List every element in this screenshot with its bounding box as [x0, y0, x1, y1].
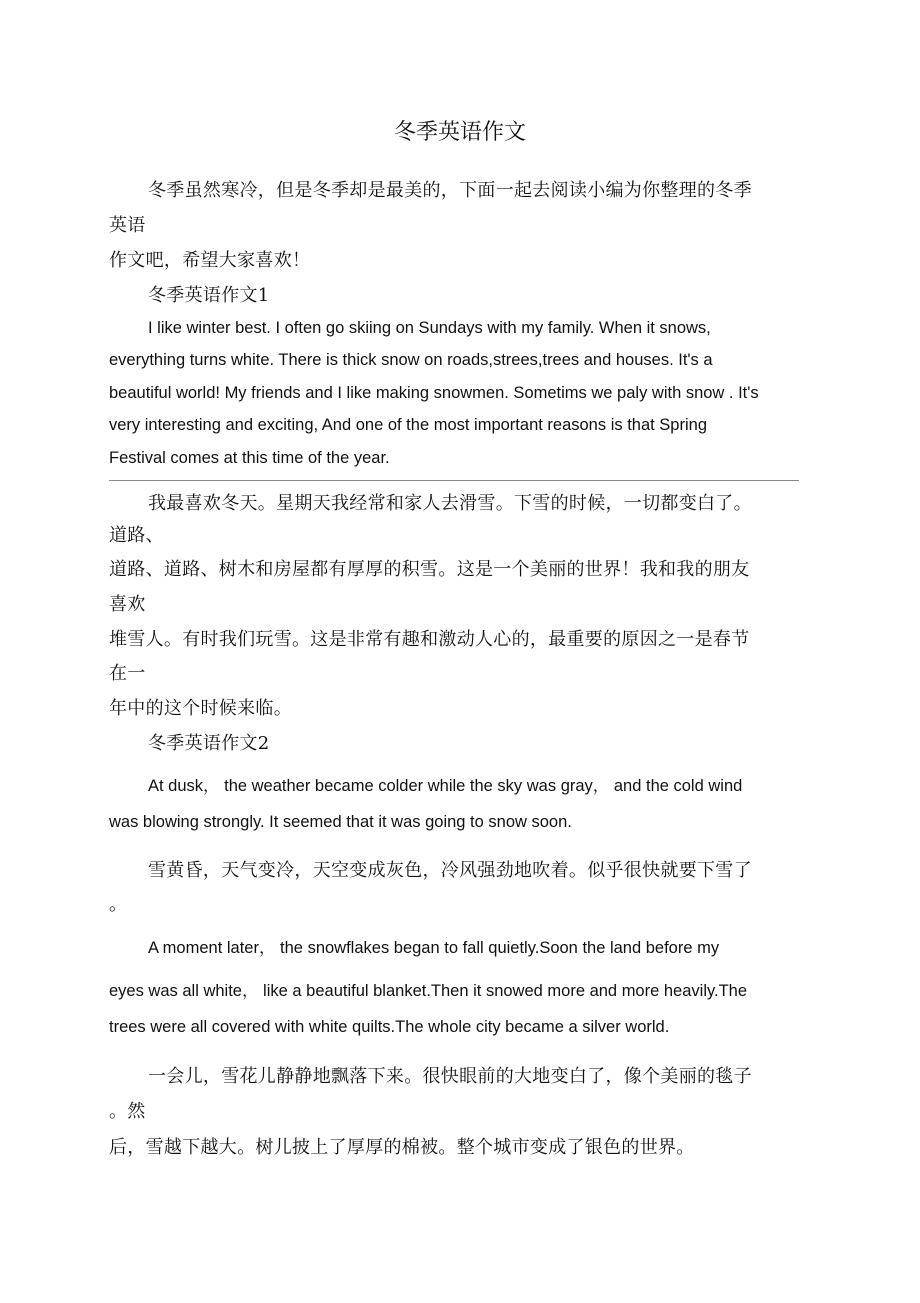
essay2-chinese-line: 雪黄昏，天气变冷，天空变成灰色，冷风强劲地吹着。似乎很快就要下雪了 — [148, 860, 752, 881]
essay2-english-line: trees were all covered with white quilts.The whole city became a silver world. — [109, 1018, 670, 1036]
essay1-english-line: I like winter best. I often go skiing on Sundays with my family. When it snows, — [148, 319, 711, 337]
intro-line: 作文吧，希望大家喜欢！ — [109, 250, 311, 271]
essay2-english-line: eyes was all white， like a beautiful blanket.Then it snowed more and more heavily.The — [109, 982, 748, 1000]
document-title: 冬季英语作文 — [393, 120, 526, 145]
essay1-chinese-line: 道路、 — [109, 525, 164, 546]
essay2-chinese-line: 后，雪越下越大。树儿披上了厚厚的棉被。整个城市变成了银色的世界。 — [109, 1137, 695, 1158]
essay2-english-line: was blowing strongly. It seemed that it was going to snow soon. — [109, 813, 572, 831]
essay1-english-line: beautiful world! My friends and I like making snowmen. Sometims we paly with snow . It's — [109, 384, 759, 402]
essay2-chinese-line: 。然 — [109, 1101, 146, 1122]
essay1-chinese-line: 道路、道路、树木和房屋都有厚厚的积雪。这是一个美丽的世界！我和我的朋友 — [109, 559, 750, 580]
essay1-english-line: very interesting and exciting, And one of the most important reasons is that Spring — [109, 416, 707, 434]
intro-line: 冬季虽然寒冷，但是冬季却是最美的，下面一起去阅读小编为你整理的冬季 — [148, 180, 752, 201]
essay2-chinese-line: 。 — [109, 894, 128, 915]
essay2-english-line: At dusk， the weather became colder while the sky was gray， and the cold wind — [148, 777, 743, 795]
separator-line — [109, 480, 799, 481]
essay1-chinese-line: 喜欢 — [109, 594, 146, 615]
essay1-chinese-line: 堆雪人。有时我们玩雪。这是非常有趣和激动人心的，最重要的原因之一是春节 — [109, 629, 750, 650]
intro-line: 英语 — [109, 215, 146, 236]
essay1-english-line: everything turns white. There is thick snow on roads,strees,trees and houses. It's a — [109, 351, 713, 369]
essay1-chinese-line: 在一 — [109, 663, 146, 684]
essay2-chinese-line: 一会儿，雪花儿静静地飘落下来。很快眼前的大地变白了，像个美丽的毯子 — [148, 1066, 752, 1087]
essay2-heading: 冬季英语作文2 — [148, 733, 270, 754]
essay1-english-line: Festival comes at this time of the year. — [109, 449, 390, 467]
essay1-heading: 冬季英语作文1 — [148, 285, 270, 306]
essay1-chinese-line: 年中的这个时候来临。 — [109, 698, 292, 719]
essay2-english-line: A moment later， the snowflakes began to fall quietly.Soon the land before my — [148, 939, 720, 957]
essay1-chinese-line: 我最喜欢冬天。星期天我经常和家人去滑雪。下雪的时候，一切都变白了。 — [148, 493, 752, 514]
